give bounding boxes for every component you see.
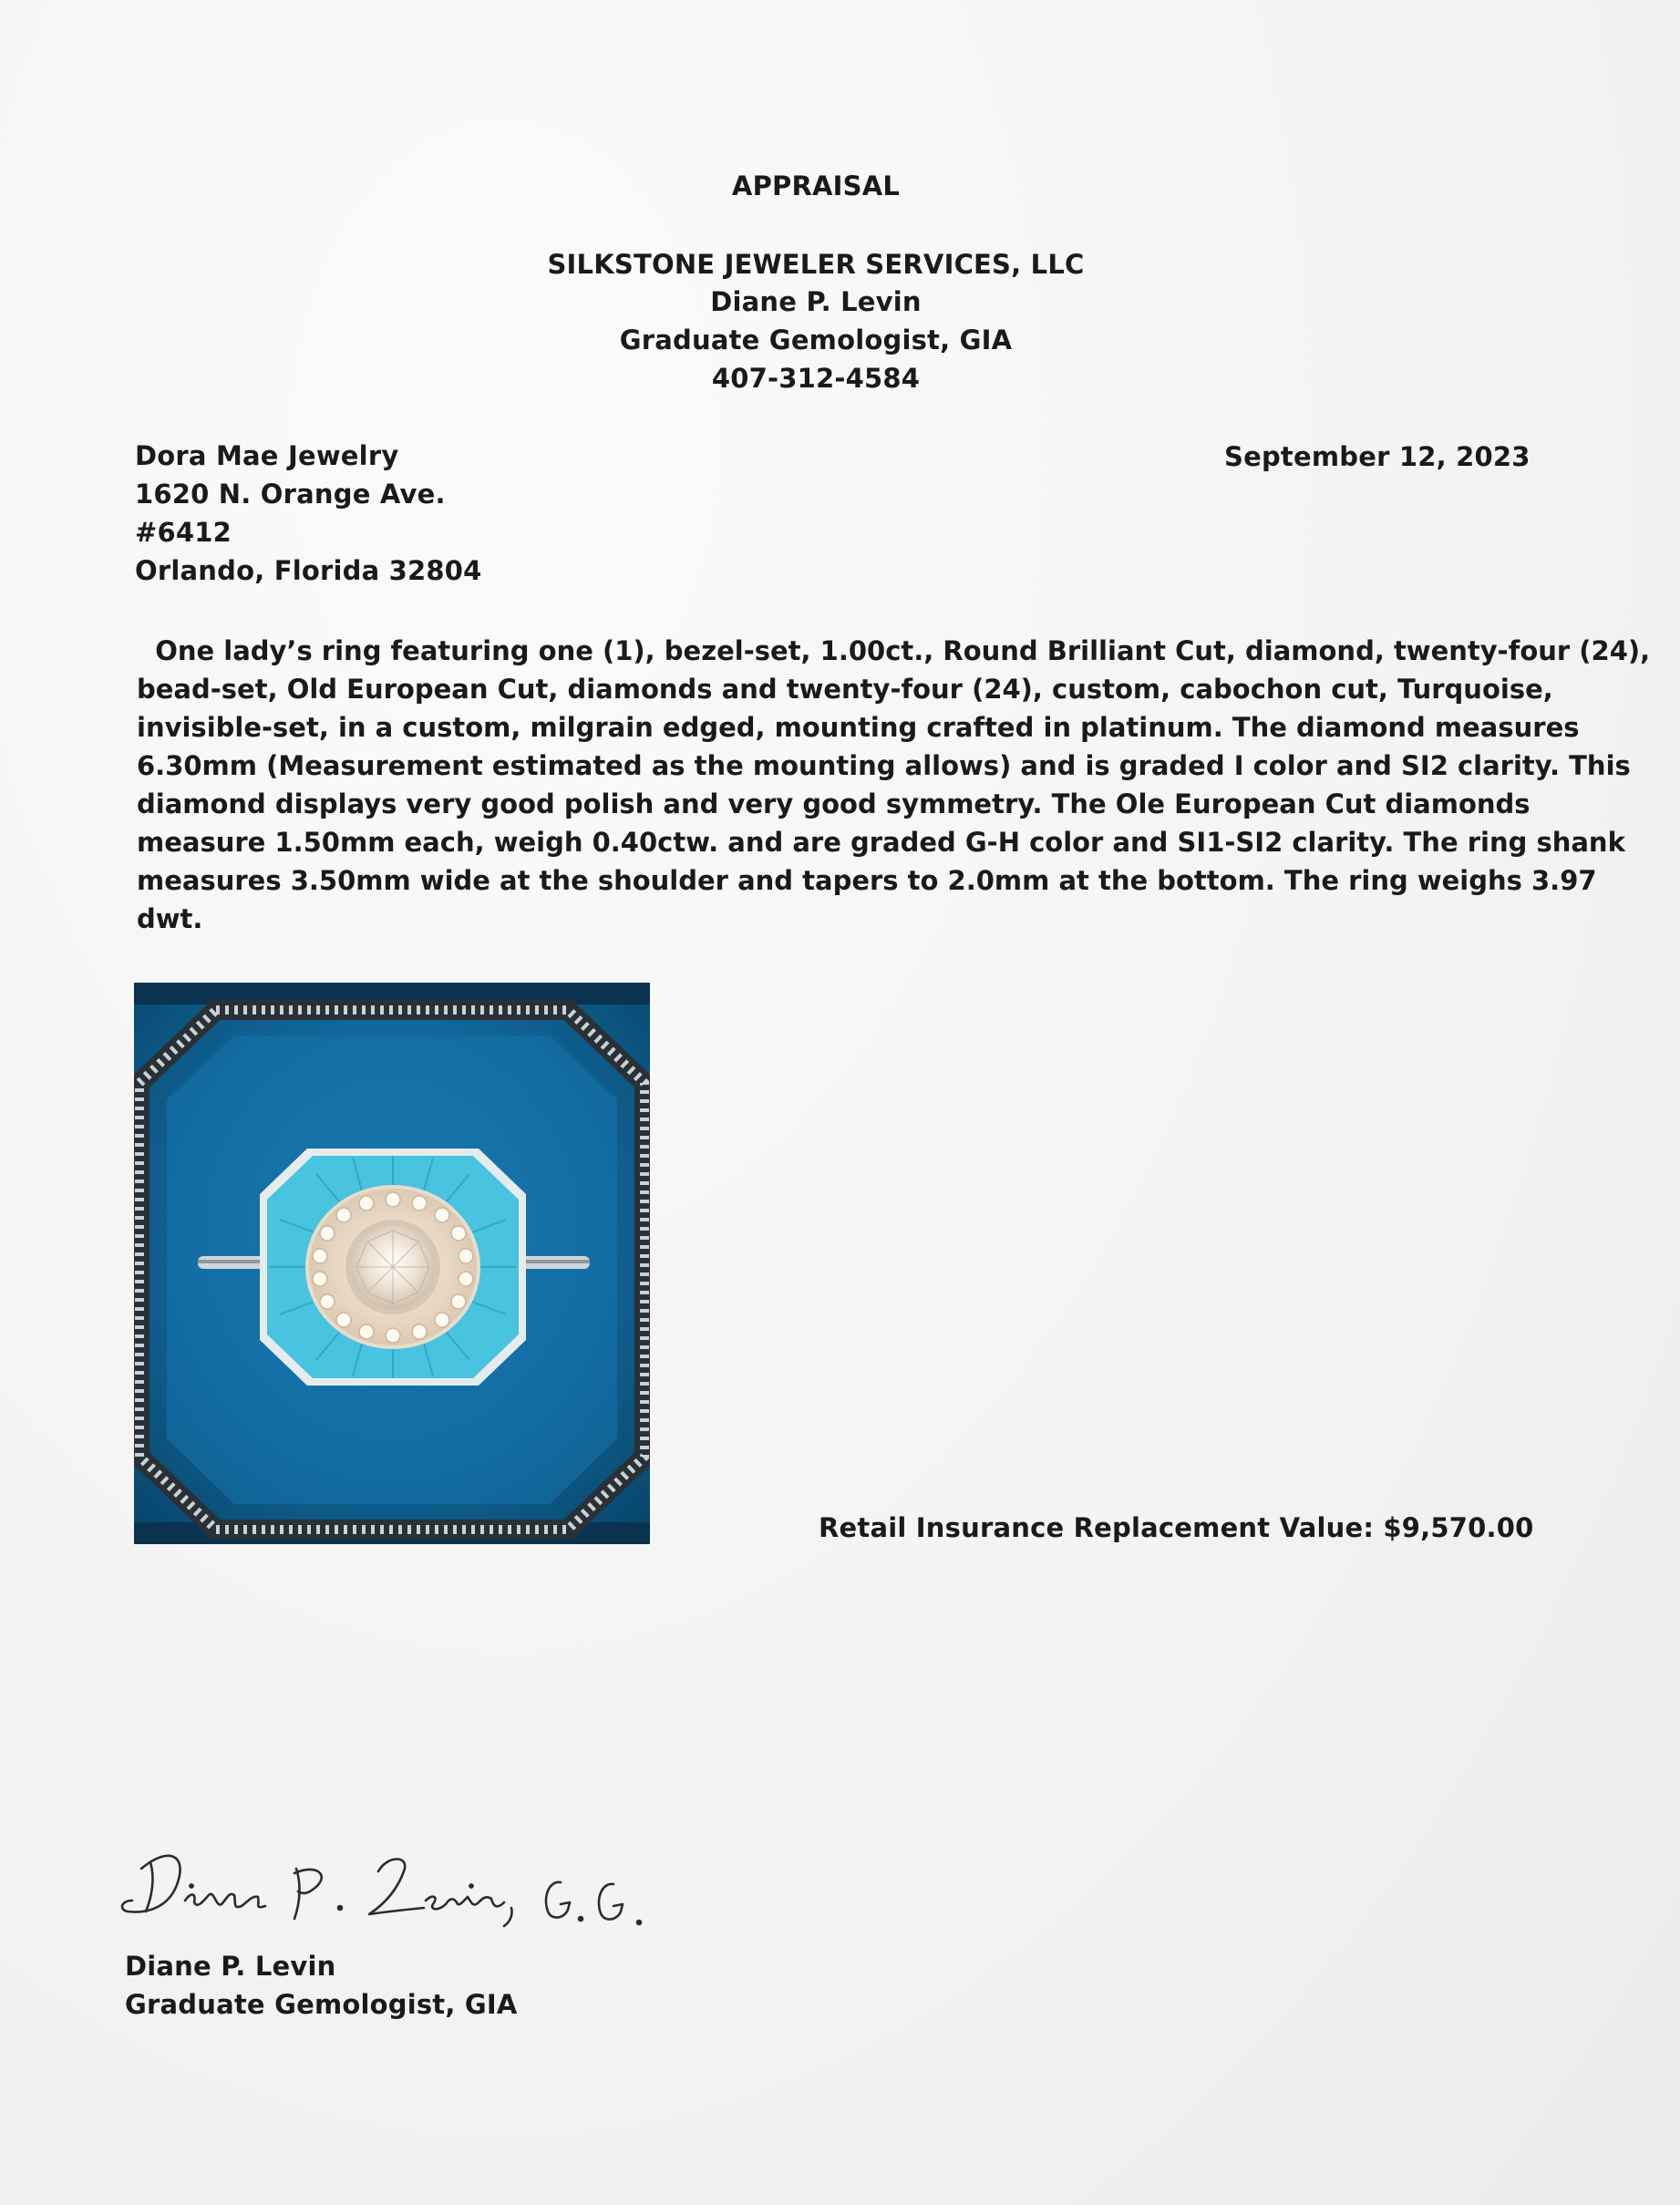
- description-line: invisible-set, in a custom, milgrain edged, mounting crafted in platinum. The diamond measures: [137, 712, 1580, 743]
- description-line: dwt.: [137, 903, 203, 934]
- description-line: diamond displays very good polish and very good symmetry. The Ole European Cut diamonds: [137, 788, 1531, 819]
- recipient-street: 1620 N. Orange Ave.: [135, 479, 446, 510]
- recipient-city: Orlando, Florida 32804: [135, 555, 482, 586]
- appraiser-name: Diane P. Levin: [710, 286, 922, 317]
- ring-photo: [134, 983, 650, 1544]
- recipient-name: Dora Mae Jewelry: [135, 440, 399, 471]
- description-line: 6.30mm (Measurement estimated as the mounting allows) and is graded I color and SI2 clarity. This: [137, 750, 1631, 781]
- appraiser-credential: Graduate Gemologist, GIA: [619, 325, 1013, 355]
- description-line: measures 3.50mm wide at the shoulder and tapers to 2.0mm at the bottom. The ring weighs 3.97: [137, 865, 1597, 896]
- recipient-unit: #6412: [135, 517, 232, 548]
- description-line: One lady’s ring featuring one (1), bezel-set, 1.00ct., Round Brilliant Cut, diamond, twenty-four (24),: [137, 635, 1651, 666]
- signer-name: Diane P. Levin: [125, 1951, 336, 1982]
- handwritten-signature: [114, 1828, 697, 1964]
- appraisal-date: September 12, 2023: [1224, 441, 1531, 472]
- description-line: measure 1.50mm each, weigh 0.40ctw. and are graded G-H color and SI1-SI2 clarity. The ring shank: [137, 827, 1625, 858]
- item-description: [137, 632, 1651, 938]
- appraiser-phone: 407-312-4584: [711, 363, 921, 394]
- company-name: SILKSTONE JEWELER SERVICES, LLC: [547, 249, 1085, 280]
- signer-credential: Graduate Gemologist, GIA: [125, 1989, 518, 2020]
- replacement-value: Retail Insurance Replacement Value: $9,570.00: [819, 1512, 1534, 1543]
- description-line: bead-set, Old European Cut, diamonds and twenty-four (24), custom, cabochon cut, Turquoise,: [137, 674, 1553, 705]
- document-title: APPRAISAL: [731, 170, 901, 201]
